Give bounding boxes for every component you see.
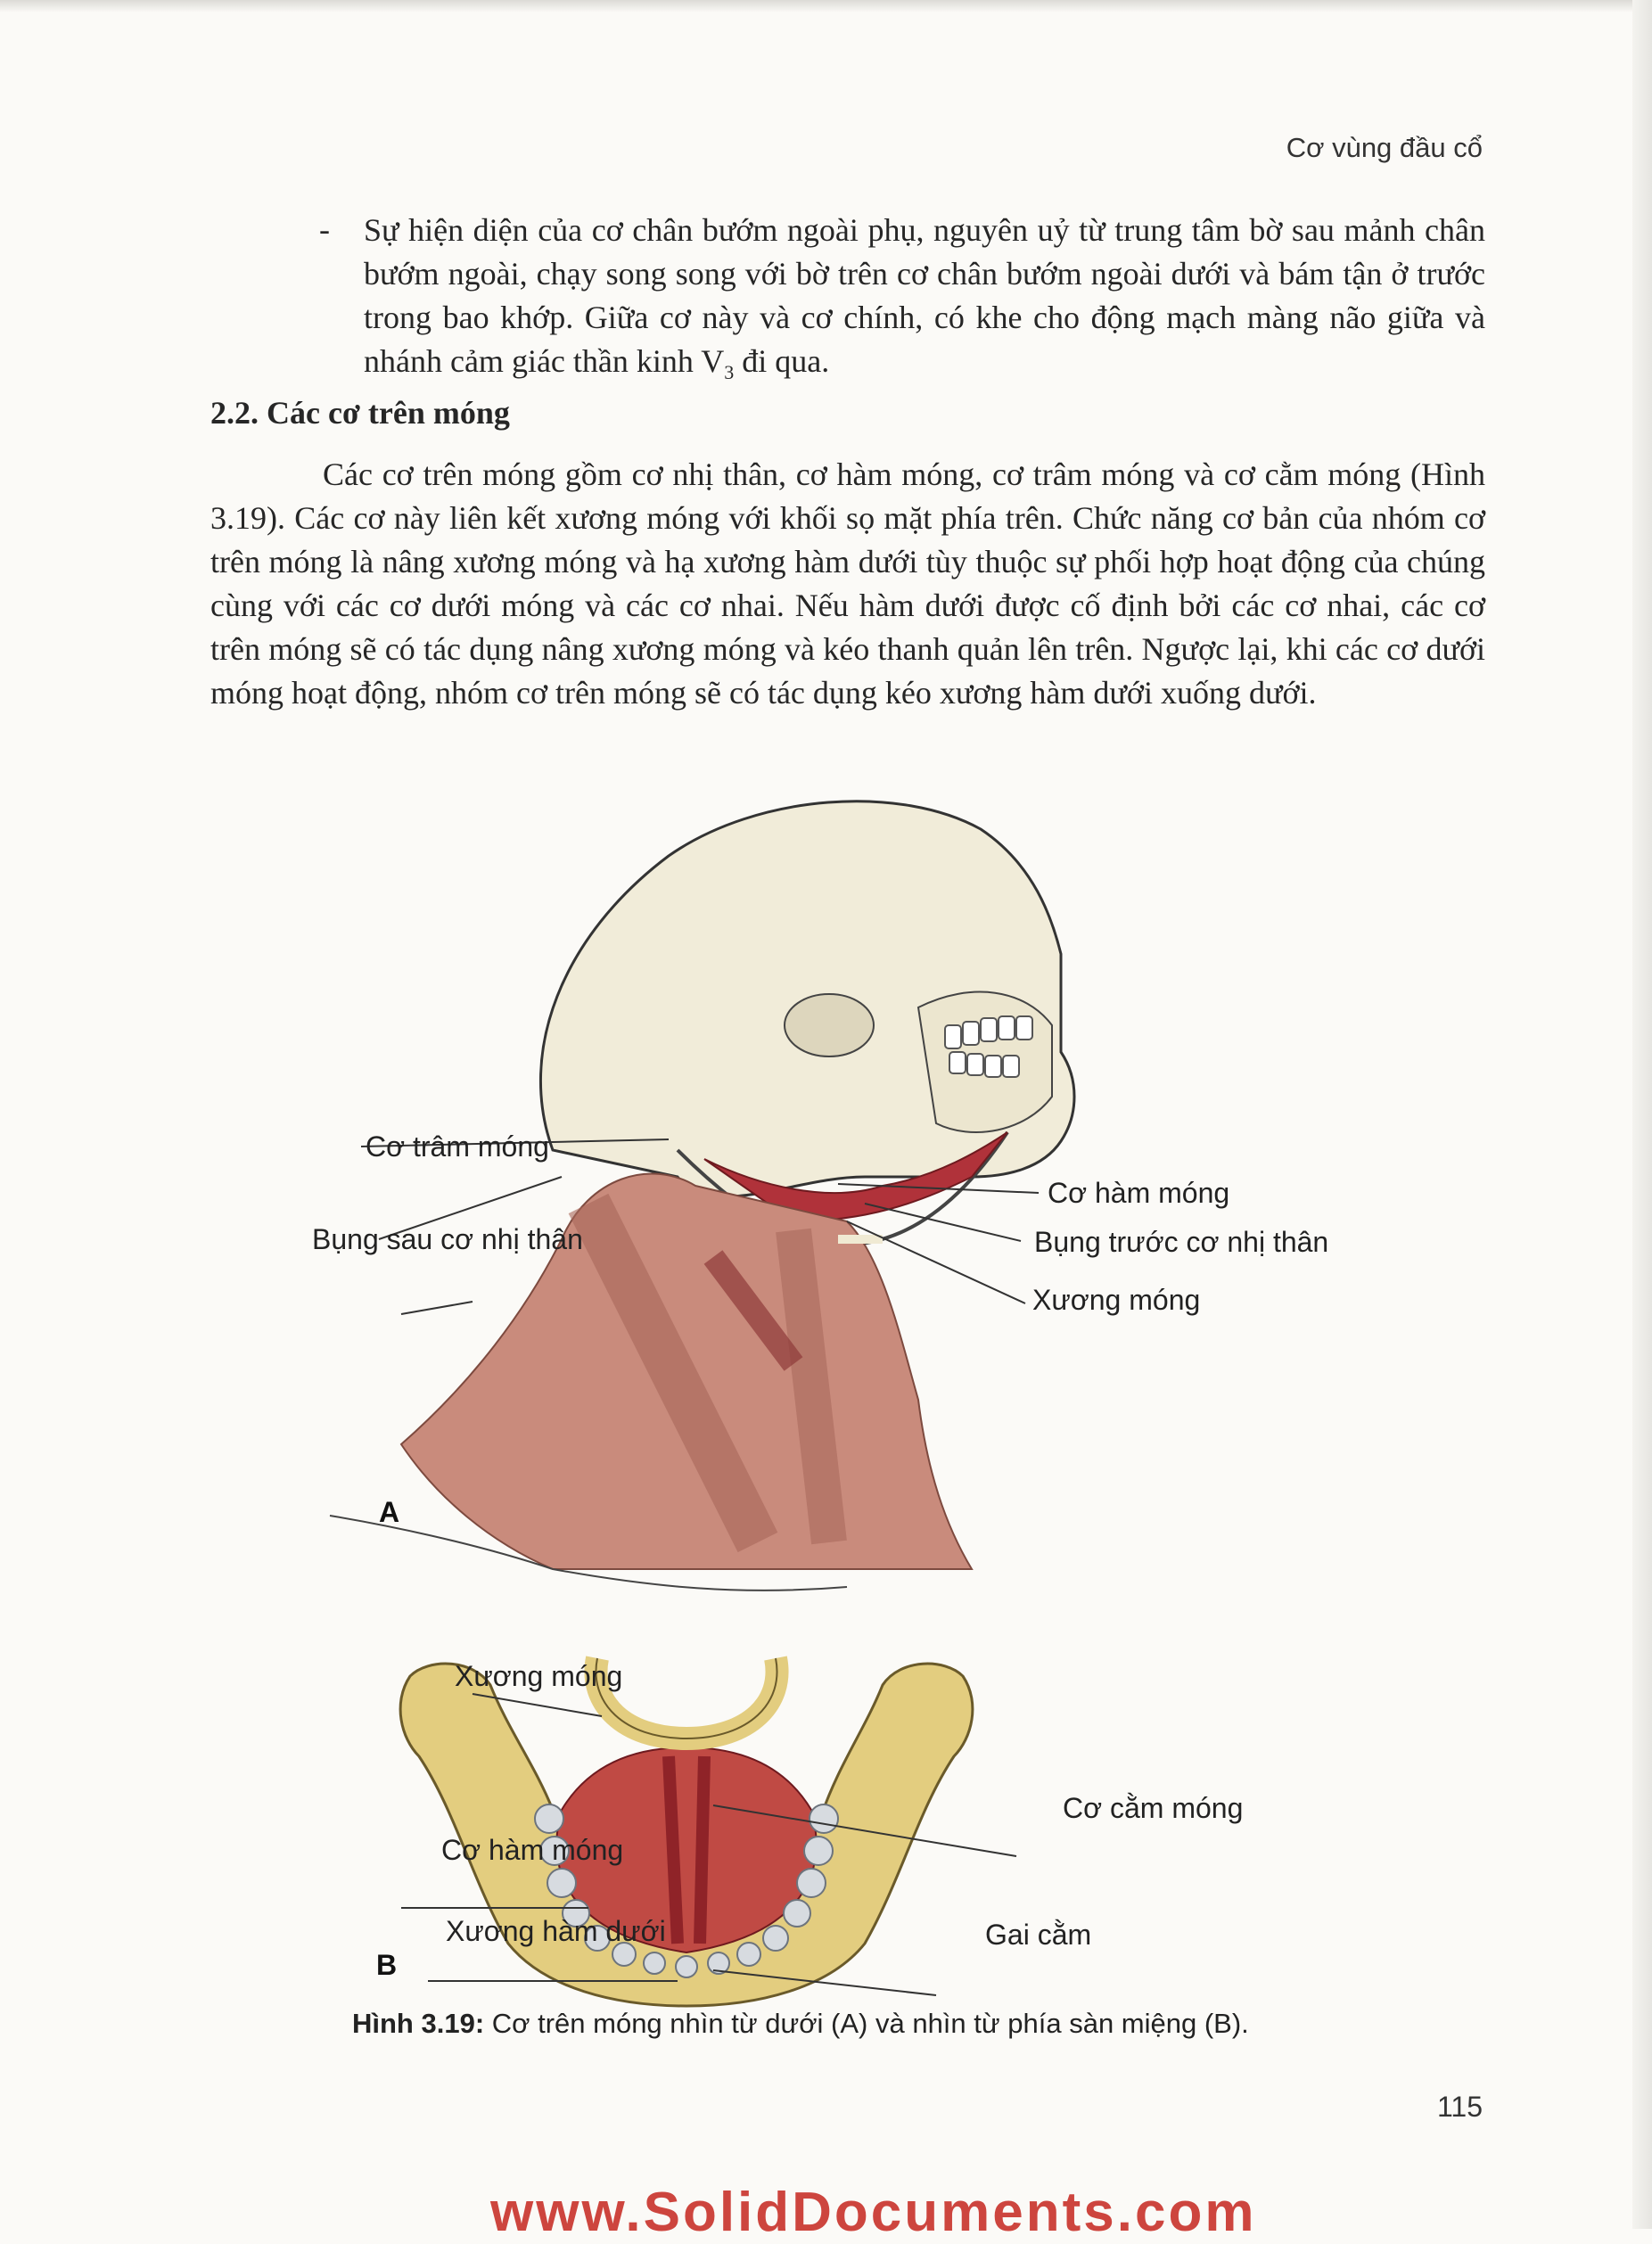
label-mental-spine: Gai cằm — [985, 1919, 1092, 1951]
label-hyoid-b: Xương móng — [455, 1660, 623, 1692]
bullet-subscript: 3 — [724, 361, 735, 384]
section-heading: 2.2. Các cơ trên móng — [210, 395, 510, 431]
label-hyoid-a: Xương móng — [1032, 1284, 1201, 1316]
label-mylohyoid-a: Cơ hàm móng — [1048, 1177, 1230, 1209]
page-edge — [1632, 0, 1652, 2229]
bullet-marker: - — [319, 211, 330, 247]
panel-a-letter: A — [379, 1496, 400, 1528]
caption-label: Hình 3.19: — [352, 2008, 485, 2039]
body-paragraph: Các cơ trên móng gồm cơ nhị thân, cơ hàm móng, cơ trâm móng và cơ cằm móng (Hình 3.19). Các cơ này liên kết xương móng với khối sọ mặt phía trên. Chức năng cơ bản của nhóm cơ trên móng là nâng xương móng và hạ xương hàm dưới tùy thuộc sự phối hợp hoạt động của chúng cùng với các cơ dưới móng và các cơ nhai. Nếu hàm dưới được cố định bởi các cơ nhai, các cơ trên móng sẽ có tác dụng nâng xương móng và kéo thanh quản lên trên. Ngược lại, khi các cơ dưới móng hoạt động, nhóm cơ trên móng sẽ có tác dụng kéo xương hàm dưới xuống dưới. — [210, 456, 1485, 711]
bullet-text-end: đi qua. — [734, 343, 830, 379]
label-stylohyoid: Cơ trâm móng — [366, 1130, 549, 1163]
bullet-paragraph — [364, 209, 1485, 394]
label-geniohyoid: Cơ cằm móng — [1063, 1792, 1244, 1824]
running-header: Cơ vùng đầu cổ — [1286, 132, 1483, 163]
label-mandible: Xương hàm dưới — [446, 1915, 666, 1947]
caption-text: Cơ trên móng nhìn từ dưới (A) và nhìn từ phía sàn miệng (B). — [484, 2008, 1249, 2039]
label-posterior-digastric: Bụng sau cơ nhị thân — [312, 1223, 583, 1255]
label-mylohyoid-b: Cơ hàm móng — [441, 1834, 624, 1866]
watermark: www.SolidDocuments.com — [490, 2182, 1257, 2243]
bullet-text: Sự hiện diện của cơ chân bướm ngoài phụ, nguyên uỷ từ trung tâm bờ sau mảnh chân bướm ngoài, chạy song song với bờ trên cơ chân bướm ngoài dưới và bám tận ở trước trong bao khớp. Giữa cơ này và cơ chính, có khe cho động mạch màng não giữa và nhánh cảm giác thần kinh V — [364, 212, 1485, 379]
panel-a-illustration — [330, 801, 1074, 1591]
figure-caption — [352, 2008, 1249, 2040]
panel-b-illustration — [400, 1658, 1016, 2006]
scan-top-shadow — [0, 0, 1652, 12]
panel-b-letter: B — [376, 1949, 398, 1981]
figure-3-19 — [294, 758, 1409, 1988]
page-number: 115 — [1437, 2091, 1484, 2123]
label-anterior-digastric: Bụng trước cơ nhị thân — [1034, 1226, 1329, 1258]
